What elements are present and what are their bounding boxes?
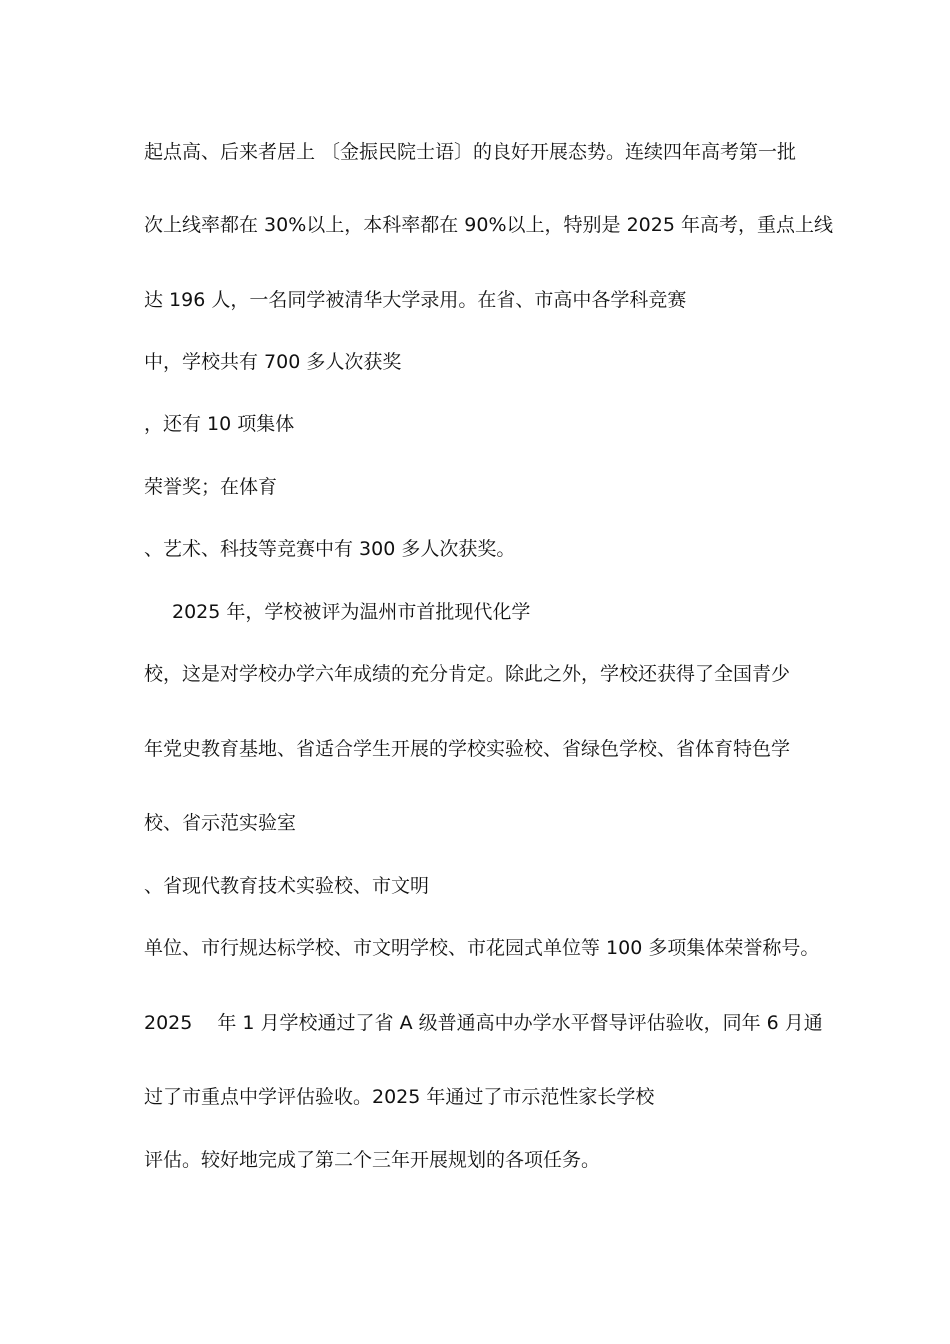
text-line-6: 荣誉奖；在体育 <box>144 476 278 498</box>
text-line-1: 起点高、后来者居上 〔金振民院士语〕的良好开展态势。连续四年高考第一批 <box>144 141 797 163</box>
text-line-10: 年党史教育基地、省适合学生开展的学校实验校、省绿色学校、省体育特色学 <box>144 738 791 760</box>
text-line-4: 中，学校共有 700 多人次获奖 <box>144 351 402 373</box>
text-line-2: 次上线率都在 30%以上，本科率都在 90%以上，特别是 2025 年高考，重点上线 <box>144 214 833 236</box>
text-line-9: 校，这是对学校办学六年成绩的充分肯定。除此之外，学校还获得了全国青少 <box>144 663 791 685</box>
text-line-7: 、艺术、科技等竞赛中有 300 多人次获奖。 <box>144 538 516 560</box>
text-line-11: 校、省示范实验室 <box>144 812 297 834</box>
text-line-13: 单位、市行规达标学校、市文明学校、市花园式单位等 100 多项集体荣誉称号。 <box>144 937 820 959</box>
text-line-3: 达 196 人，一名同学被清华大学录用。在省、市高中各学科竞赛 <box>144 289 687 311</box>
text-line-12: 、省现代教育技术实验校、市文明 <box>144 875 430 897</box>
text-line-8: 2025 年，学校被评为温州市首批现代化学 <box>172 601 531 623</box>
text-line-15: 过了市重点中学评估验收。2025 年通过了市示范性家长学校 <box>144 1086 655 1108</box>
text-line-14: 2025 年 1 月学校通过了省 A 级普通高中办学水平督导评估验收，同年 6 月通 <box>144 1012 823 1034</box>
text-line-16: 评估。较好地完成了第二个三年开展规划的各项任务。 <box>144 1149 601 1171</box>
text-line-5: ，还有 10 项集体 <box>144 413 295 435</box>
